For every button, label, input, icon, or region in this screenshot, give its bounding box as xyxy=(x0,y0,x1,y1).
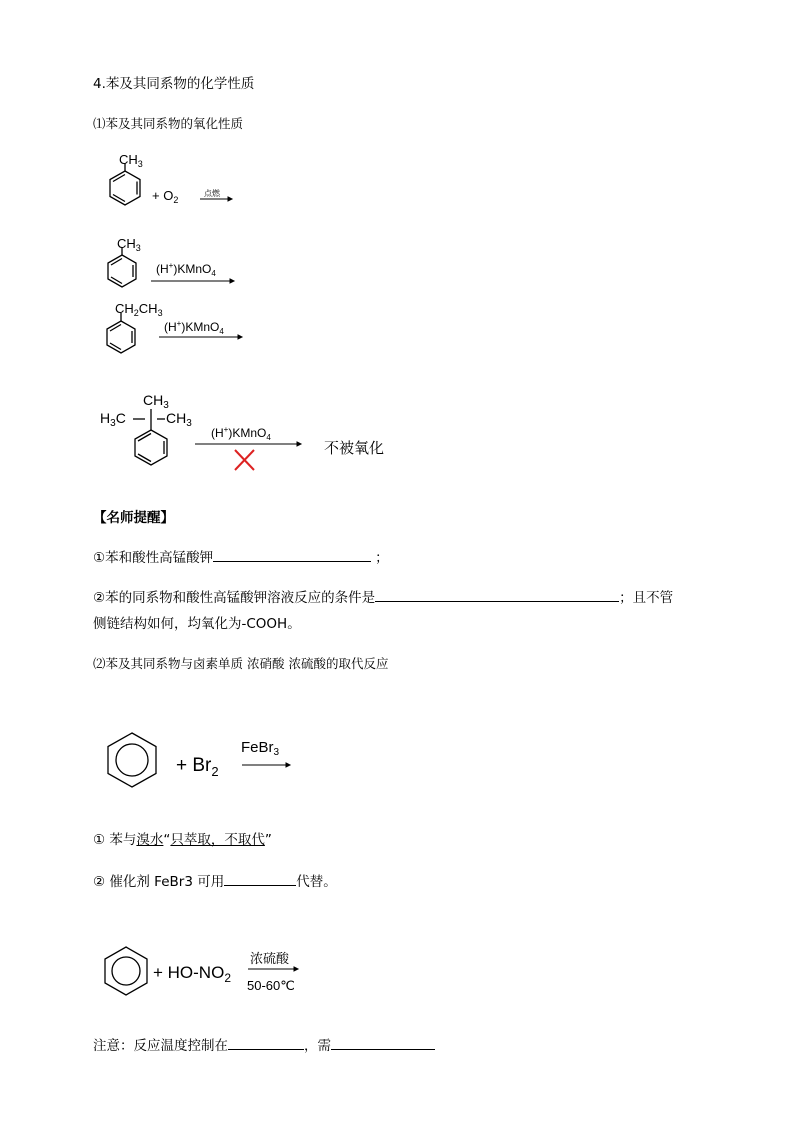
note-1-underlined-2: 只萃取，不取代 xyxy=(170,832,265,848)
tip-item-2-text: ②苯的同系物和酸性高锰酸钾溶液反应的条件是 xyxy=(93,590,376,606)
plus-br2: + $Br_2$ xyxy=(176,755,219,779)
reaction-toluene-combustion xyxy=(100,150,250,220)
note-3 xyxy=(93,1034,435,1054)
tips-title: 【名师提醒】 xyxy=(93,510,174,526)
note-2-end: 代替。 xyxy=(296,874,337,890)
tip-item-2-line2: 侧链结构如何，均氧化为-COOH。 xyxy=(93,616,301,632)
condition-kmno4: (H+)KMnO$_4$ xyxy=(164,319,224,336)
note-1-quote-close: ” xyxy=(264,832,272,848)
plus-ho-no2: + $HO-NO_2$ xyxy=(153,963,231,985)
note-1 xyxy=(93,828,272,848)
fill-blank-4[interactable] xyxy=(228,1035,304,1050)
substituent-ch3: $CH_3$ xyxy=(119,152,143,169)
reaction-toluene-kmno4 xyxy=(100,232,250,302)
condition-kmno4: (H+)KMnO$_4$ xyxy=(211,425,271,442)
condition-temperature: 50-60℃ xyxy=(247,978,295,993)
benzene-ring-2 xyxy=(108,247,136,287)
note-2 xyxy=(93,870,337,890)
substituent-ch3: $CH_3$ xyxy=(117,236,141,253)
note-3-text: 注意：反应温度控制在 xyxy=(93,1038,228,1054)
tip-item-1 xyxy=(93,546,389,566)
reaction-ethylbenzene-kmno4 xyxy=(100,294,260,364)
tip-item-2-end: ；且不管 xyxy=(619,590,674,606)
reaction-arrow xyxy=(242,763,290,767)
tip-item-1-end: ； xyxy=(375,550,389,566)
benzene-ring-6 xyxy=(105,947,147,995)
benzene-ring-5 xyxy=(108,733,156,787)
note-3-mid: ，需 xyxy=(304,1038,331,1054)
reaction-benzene-nitration xyxy=(98,940,318,1010)
substituent-right-ch3: $CH_3$ xyxy=(166,410,192,429)
section-title: 4.苯及其同系物的化学性质 xyxy=(93,76,255,92)
reaction-tert-butylbenzene xyxy=(95,385,405,480)
note-1-underlined: 溴水 xyxy=(136,832,164,848)
benzene-ring-3 xyxy=(107,313,135,353)
product-not-oxidized: 不被氧化 xyxy=(324,439,385,457)
benzene-ring-1 xyxy=(110,163,140,205)
reaction-arrow xyxy=(159,335,242,339)
substituent-left-h3c: $H_3C$ xyxy=(100,410,126,429)
subsection-1-title: ⑴苯及其同系物的氧化性质 xyxy=(93,116,244,131)
cross-mark-icon xyxy=(235,450,254,470)
subsection-2-title: ⑵苯及其同系物与卤素单质 浓硝酸 浓硫酸的取代反应 xyxy=(93,656,389,671)
substituent-ch2ch3: $CH_2CH_3$ xyxy=(115,301,163,318)
substituent-top-ch3: $CH_3$ xyxy=(143,392,169,411)
fill-blank-3[interactable] xyxy=(224,871,296,886)
reaction-arrow xyxy=(248,967,298,971)
tip-item-2 xyxy=(93,586,673,606)
tip-item-1-text: ①苯和酸性高锰酸钾 xyxy=(93,550,214,566)
reaction-arrow xyxy=(195,442,301,446)
condition-conc-sulfuric: 浓硫酸 xyxy=(250,951,290,966)
benzene-ring-4 xyxy=(133,409,167,465)
note-1-prefix: ① 苯与 xyxy=(93,832,137,848)
reaction-arrow xyxy=(151,279,234,283)
fill-blank-2[interactable] xyxy=(375,587,619,602)
plus-o2: + $O_2$ xyxy=(152,188,179,205)
reaction-benzene-bromination xyxy=(100,725,300,800)
condition-febr3: FeBr$_3$ xyxy=(241,739,280,758)
condition-ignite: 点燃 xyxy=(204,189,220,198)
fill-blank-1[interactable] xyxy=(213,547,371,562)
condition-kmno4: (H+)KMnO$_4$ xyxy=(156,261,216,278)
fill-blank-5[interactable] xyxy=(331,1035,435,1050)
note-2-text: ② 催化剂 FeBr3 可用 xyxy=(93,874,225,890)
note-1-quote-open: “ xyxy=(163,832,171,848)
